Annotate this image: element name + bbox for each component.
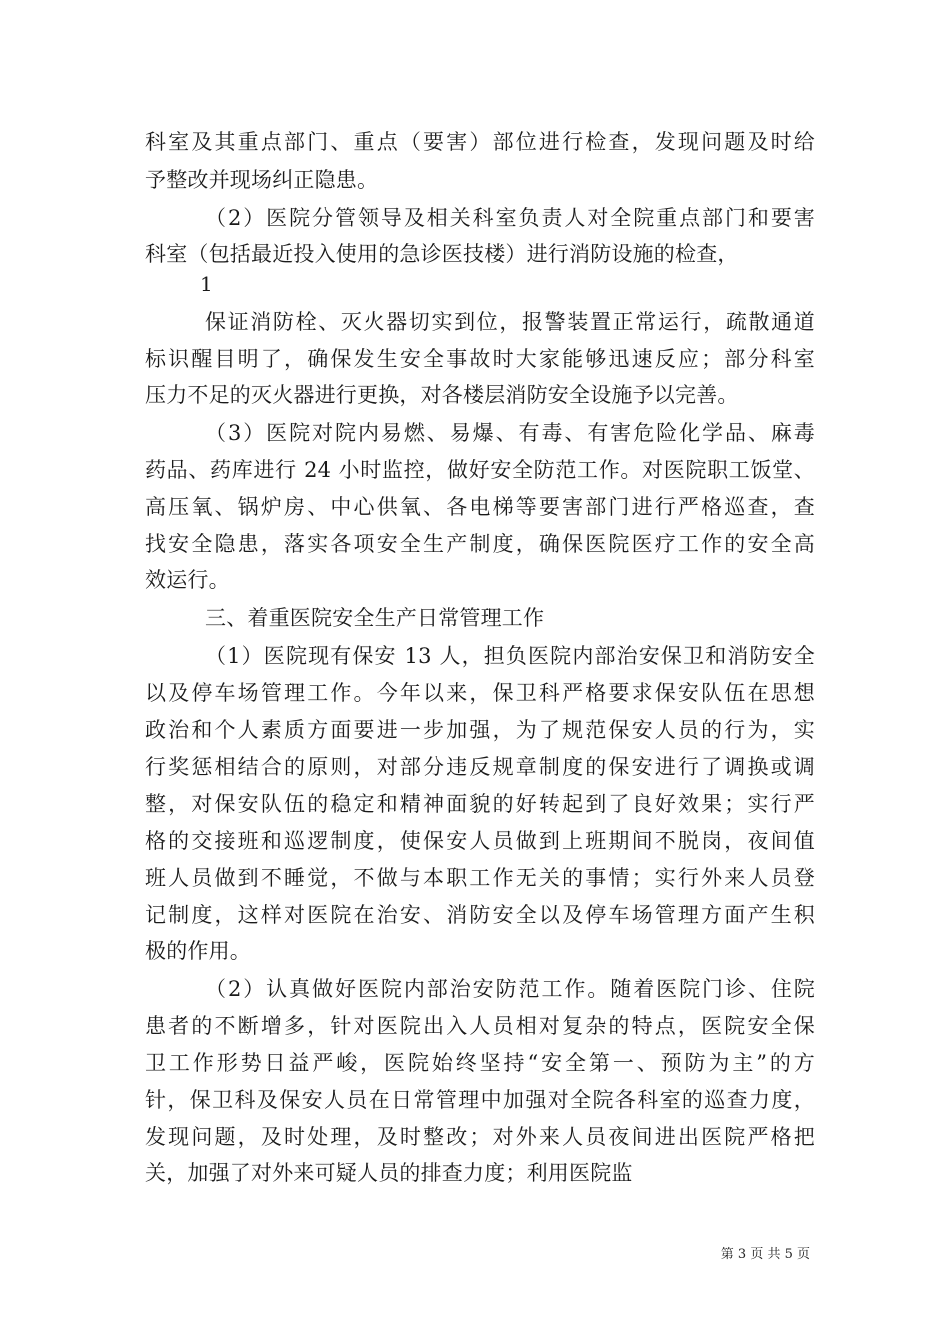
- text-line: 找安全隐患，落实各项安全生产制度，确保医院医疗工作的安全高: [145, 532, 815, 556]
- text-line: 科室及其重点部门、重点（要害）部位进行检查，发现问题及时给: [145, 130, 815, 154]
- text-line: 格的交接班和巡逻制度，使保安人员做到上班期间不脱岗，夜间值: [145, 829, 815, 853]
- text-line: 科室（包括最近投入使用的急诊医技楼）进行消防设施的检查，: [145, 242, 739, 266]
- page-footer: 第 3 页 共 5 页: [720, 1247, 810, 1262]
- text-line: 极的作用。: [145, 939, 251, 963]
- text-line: 政治和个人素质方面要进一步加强，为了规范保安人员的行为，实: [145, 718, 815, 742]
- text-line: 整，对保安队伍的稳定和精神面貌的好转起到了良好效果；实行严: [145, 792, 815, 816]
- inline-page-number: 1: [200, 272, 213, 296]
- text-line: （2）医院分管领导及相关科室负责人对全院重点部门和要害: [205, 206, 815, 230]
- text-line: 发现问题，及时处理，及时整改；对外来人员夜间进出医院严格把: [145, 1125, 815, 1149]
- text-line: 针，保卫科及保安人员在日常管理中加强对全院各科室的巡查力度，: [145, 1088, 815, 1112]
- text-line: 班人员做到不睡觉，不做与本职工作无关的事情；实行外来人员登: [145, 866, 815, 890]
- text-line: 药品、药库进行 24 小时监控，做好安全防范工作。对医院职工饭堂、: [145, 458, 815, 482]
- text-line: 高压氧、锅炉房、中心供氧、各电梯等要害部门进行严格巡查，查: [145, 495, 815, 519]
- text-line: （2）认真做好医院内部治安防范工作。随着医院门诊、住院: [205, 977, 815, 1001]
- text-line: 关，加强了对外来可疑人员的排查力度；利用医院监: [145, 1161, 633, 1185]
- text-line: 三、着重医院安全生产日常管理工作: [205, 606, 545, 630]
- text-line: 压力不足的灭火器进行更换，对各楼层消防安全设施予以完善。: [145, 383, 739, 407]
- text-line: 予整改并现场纠正隐患。: [145, 168, 379, 192]
- text-line: 保证消防栓、灭火器切实到位，报警装置正常运行，疏散通道: [205, 310, 815, 334]
- text-line: （3）医院对院内易燃、易爆、有毒、有害危险化学品、麻毒: [205, 421, 815, 445]
- text-line: 行奖惩相结合的原则，对部分违反规章制度的保安进行了调换或调: [145, 755, 815, 779]
- text-line: 效运行。: [145, 568, 230, 592]
- text-line: 记制度，这样对医院在治安、消防安全以及停车场管理方面产生积: [145, 903, 815, 927]
- text-line: （1）医院现有保安 13 人，担负医院内部治安保卫和消防安全: [205, 644, 815, 668]
- text-line: 标识醒目明了，确保发生安全事故时大家能够迅速反应；部分科室: [145, 347, 815, 371]
- text-line: 以及停车场管理工作。今年以来，保卫科严格要求保安队伍在思想: [145, 681, 815, 705]
- text-line: 卫工作形势日益严峻，医院始终坚持“安全第一、预防为主”的方: [145, 1051, 815, 1075]
- text-line: 患者的不断增多，针对医院出入人员相对复杂的特点，医院安全保: [145, 1014, 815, 1038]
